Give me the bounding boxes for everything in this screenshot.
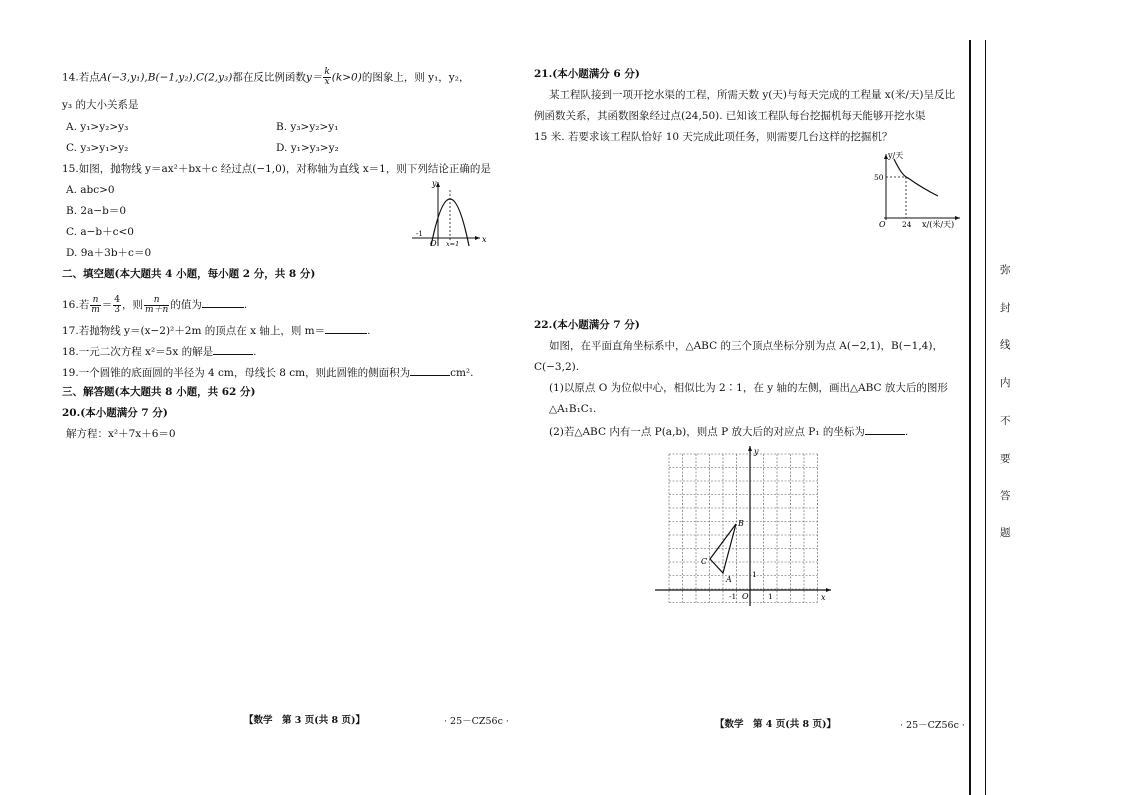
q17-end: . [367, 325, 371, 337]
seal-char: 不 [1000, 415, 1011, 427]
q21-line2: 例函数关系，其函数图象经过点(24,50). 已知该工程队每台挖掘机每天能够开挖水渠 [534, 110, 926, 122]
q22-part1-line1: (1)以原点 O 为位似中心，相似比为 2∶1，在 y 轴的左侧，画出△ABC 放大后的图形 [549, 382, 948, 394]
q19-line [62, 364, 473, 380]
q16-mid: ，则 [121, 299, 143, 311]
q20-title: 20.(本小题满分 7 分) [62, 407, 168, 419]
q14-line2: y₃ 的大小关系是 [62, 99, 139, 111]
q14-option-d: D. y₁>y₃>y₂ [276, 142, 339, 154]
q22-grid-lines [669, 454, 818, 603]
q15-y-arrow [436, 182, 440, 187]
q15-axis-label: x=1 [446, 240, 460, 248]
q14-func-fraction [323, 68, 330, 87]
seal-char: 答 [1000, 490, 1011, 502]
q14-func-lhs: y＝ [305, 71, 323, 84]
q22-line2: C(−3,2). [534, 361, 580, 373]
seal-char: 题 [1000, 527, 1011, 539]
q21-title: 21.(本小题满分 6 分) [534, 68, 640, 80]
q15-option-c: C. a−b＋c<0 [66, 226, 134, 238]
q14-option-b: B. y₃>y₂>y₁ [276, 121, 339, 133]
q16-fraction-2 [113, 296, 121, 315]
footer-right-page-number: 【数学 第 4 页(共 8 页)】 [715, 719, 836, 730]
q21-y-label: y/天 [888, 151, 904, 160]
q19-text: 19.一个圆锥的底面圆的半径为 4 cm，母线长 8 cm，则此圆锥的侧面积为 [62, 367, 411, 379]
q21-x-arrow [955, 216, 960, 220]
q15-x-arrow [475, 236, 480, 240]
q18-answer-blank[interactable] [213, 343, 253, 355]
q21-y-tick-50: 50 [874, 173, 884, 182]
q22-answer-blank[interactable] [865, 423, 905, 435]
seal-line-inner [985, 40, 986, 795]
q15-y-label: y [432, 179, 437, 188]
q16-f3-numerator: n [144, 296, 169, 306]
q14-text-a: 若点 [78, 71, 100, 84]
q21-curve [894, 159, 938, 196]
q14-func-condition: (k>0) [331, 71, 362, 84]
q14-text-c: 的图象上，则 y₁，y₂， [361, 71, 470, 84]
q15-parabola-graph [410, 176, 490, 248]
q14-number: 14. [62, 71, 79, 84]
q21-line3: 15 米. 若要求该工程队恰好 10 天完成此项任务，则需要几台这样的挖掘机？ [534, 131, 893, 143]
q21-origin-label: O [879, 220, 886, 229]
q22-part2-text: (2)若△ABC 内有一点 P(a,b)，则点 P 放大后的对应点 P₁ 的坐标为 [549, 426, 865, 438]
q22-x-label: x [821, 593, 826, 602]
seal-char: 弥 [1000, 264, 1011, 276]
q14-func-numerator: k [324, 67, 330, 77]
q21-x-tick-24: 24 [902, 220, 912, 229]
q15-origin-label: O [430, 239, 437, 248]
q22-point-a-label: A [726, 575, 732, 584]
q16-line [62, 294, 247, 316]
q22-x-one-label: 1 [768, 592, 773, 601]
footer-left-code: · 25－CZ56c · [444, 716, 509, 727]
footer-left-page-number: 【数学 第 3 页(共 8 页)】 [244, 715, 365, 726]
q21-line1: 某工程队接到一项开挖水渠的工程，所需天数 y(天)与每天完成的工程量 x(米/天)呈反比 [549, 89, 955, 101]
q18-end: . [253, 346, 257, 358]
q22-origin-label: O [742, 592, 749, 601]
seal-char: 要 [1000, 453, 1011, 465]
q16-fraction-3 [144, 296, 169, 315]
q22-x-arrow [826, 588, 831, 592]
q17-text: 17.若抛物线 y＝(x−2)²＋2m 的顶点在 x 轴上，则 m＝ [62, 325, 326, 337]
q14-func-denominator: x [324, 77, 330, 87]
q14-option-c: C. y₃>y₁>y₂ [66, 142, 129, 154]
q16-answer-blank[interactable] [202, 296, 244, 308]
q22-line1: 如图，在平面直角坐标系中，△ABC 的三个顶点坐标分别为点 A(−2,1)，B(−1,4)， [549, 340, 943, 352]
q17-line [62, 322, 370, 338]
q16-f1-numerator: n [90, 296, 101, 306]
q16-fraction-1 [90, 296, 101, 315]
section-fill-in-title: 二、填空题(本大题共 4 小题，每小题 2 分，共 8 分) [62, 268, 316, 280]
q22-y-label: y [754, 447, 759, 456]
q14-line1 [62, 68, 469, 87]
q22-y-one-label: 1 [752, 570, 757, 579]
q22-point-b-label: B [738, 519, 744, 528]
q15-option-d: D. 9a＋3b＋c＝0 [66, 247, 152, 259]
footer-right-code: · 25－CZ56c · [900, 720, 965, 731]
q16-prefix: 16.若 [62, 299, 90, 311]
q18-line [62, 343, 256, 359]
q21-inverse-graph [872, 148, 972, 230]
q22-neg-one-label: -1 [729, 592, 737, 601]
q16-f1-denominator: m [91, 304, 100, 315]
q20-text: 解方程：x²＋7x＋6＝0 [66, 428, 176, 440]
q15-neg-one-label: -1 [416, 230, 423, 238]
q16-equals: ＝ [101, 299, 113, 311]
q15-option-b: B. 2a−b＝0 [66, 205, 127, 217]
seal-char: 线 [1000, 339, 1011, 351]
q16-f2-numerator: 4 [114, 294, 120, 305]
q22-part1-line2: △A₁B₁C₁. [549, 403, 597, 415]
q16-f2-denominator: 3 [114, 304, 120, 315]
q22-part2-end: . [904, 426, 909, 438]
q15-x-label: x [482, 235, 487, 244]
q19-end: cm². [450, 367, 474, 379]
q17-answer-blank[interactable] [325, 322, 367, 334]
q14-text-b: 都在反比例函数 [232, 71, 306, 84]
q19-answer-blank[interactable] [410, 364, 450, 376]
q16-end: . [243, 299, 248, 311]
seal-line-outer [969, 40, 971, 795]
q22-point-c-label: C [701, 557, 708, 566]
q15-option-a: A. abc>0 [66, 184, 115, 196]
q16-f3-denominator: m＋n [144, 304, 169, 315]
q22-y-arrow [748, 446, 752, 451]
seal-char: 封 [1000, 302, 1011, 314]
q22-coordinate-grid [655, 446, 835, 608]
q21-x-label: x/(米/天) [922, 220, 955, 229]
q18-text: 18.一元二次方程 x²＝5x 的解是 [62, 346, 214, 358]
q22-title: 22.(本小题满分 7 分) [534, 319, 640, 331]
seal-char: 内 [1000, 377, 1011, 389]
q14-option-a: A. y₁>y₂>y₃ [66, 121, 129, 133]
q22-part2-line [549, 423, 908, 439]
q16-suffix: 的值为 [170, 299, 202, 311]
q15-text: 15.如图，抛物线 y＝ax²＋bx＋c 经过点(−1,0)，对称轴为直线 x＝1，则下列结论正确的是 [62, 163, 491, 175]
q14-points: A(−3,y₁),B(−1,y₂),C(2,y₃) [99, 71, 233, 84]
section-solve-title: 三、解答题(本大题共 8 小题，共 62 分) [62, 386, 256, 398]
